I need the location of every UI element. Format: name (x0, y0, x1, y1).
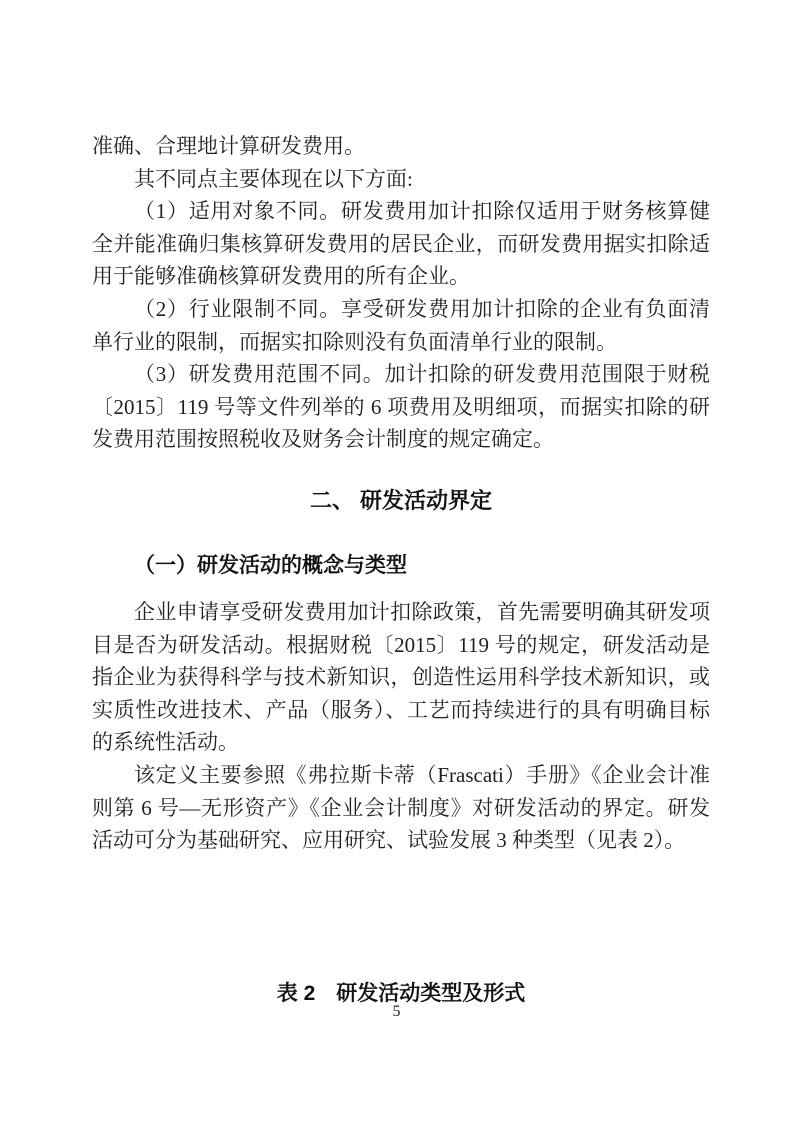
document-body (92, 130, 710, 1009)
paragraph-definition: 企业申请享受研发费用加计扣除政策，首先需要明确其研发项目是否为研发活动。根据财税〔2015〕119 号的规定，研发活动是指企业为获得科学与技术新知识，创造性运用科学技术新知识，或实质性改进技术、产品（服务）、工艺而持续进行的具有明确目标的系统性活动。 (92, 599, 710, 755)
numbered-item-1: （1）适用对象不同。研发费用加计扣除仅适用于财务核算健全并能准确归集核算研发费用的居民企业，而研发费用据实扣除适用于能够准确核算研发费用的所有企业。 (92, 199, 710, 289)
table-caption: 表 2 研发活动类型及形式 (276, 981, 526, 1005)
subsection-heading: （一）研发活动的概念与类型 (134, 552, 407, 577)
paragraph-continuation: 准确、合理地计算研发费用。 (92, 134, 365, 158)
paragraph-intro: 其不同点主要体现在以下方面: (134, 166, 413, 191)
numbered-item-3: （3）研发费用范围不同。加计扣除的研发费用范围限于财税〔2015〕119 号等文件列举的 6 项费用及明细项，而据实扣除的研发费用范围按照税收及财务会计制度的规定确定。 (92, 362, 710, 452)
numbered-item-2: （2）行业限制不同。享受研发费用加计扣除的企业有负面清单行业的限制，而据实扣除则没有负面清单行业的限制。 (92, 296, 710, 354)
section-heading: 二、 研发活动界定 (309, 487, 493, 513)
page-number: 5 (392, 1003, 401, 1020)
paragraph-reference: 该定义主要参照《弗拉斯卡蒂（Frascati）手册》《企业会计准则第 6 号—无形资产》《企业会计制度》对研发活动的界定。研发活动可分为基础研究、应用研究、试验发展 3 种类型（见表 2）。 (92, 762, 710, 853)
